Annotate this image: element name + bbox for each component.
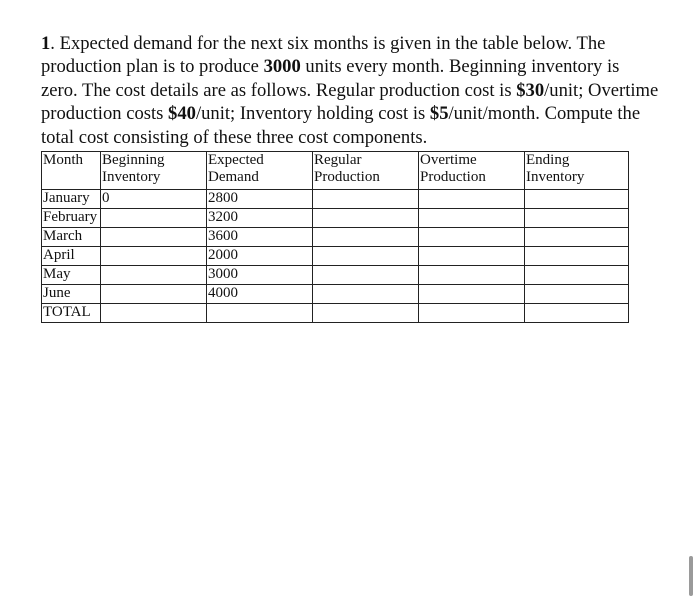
problem-text-4: /unit; Inventory holding cost is xyxy=(195,103,430,125)
regular-production-cell xyxy=(313,247,419,266)
header-month: Month xyxy=(42,152,101,190)
expected-demand-cell: 3200 xyxy=(207,209,313,228)
production-plan-table xyxy=(41,151,629,323)
problem-text-5: /unit/month. Compute the total cost consisting of these three cost components. xyxy=(41,103,641,148)
regular-production-cell xyxy=(313,228,419,247)
overtime-production-cell xyxy=(419,247,525,266)
month-cell: May xyxy=(42,266,101,285)
regular-production-cell xyxy=(313,285,419,304)
header-overtime-production: Overtime Production xyxy=(419,152,525,190)
ending-inventory-cell xyxy=(525,228,629,247)
header-ending-inventory: Ending Inventory xyxy=(525,152,629,190)
header-regular-production: Regular Production xyxy=(313,152,419,190)
table-row xyxy=(42,285,629,304)
header-row xyxy=(42,152,629,190)
header-expected-demand: Expected Demand xyxy=(207,152,313,190)
scrollbar[interactable] xyxy=(689,556,693,596)
regular-production-cell xyxy=(313,266,419,285)
ending-inventory-cell xyxy=(525,247,629,266)
beginning-inventory-cell xyxy=(101,247,207,266)
expected-demand-cell: 4000 xyxy=(207,285,313,304)
header-beginning-inventory: Beginning Inventory xyxy=(101,152,207,190)
overtime-cost: $40 xyxy=(168,103,196,125)
ending-inventory-cell xyxy=(525,190,629,209)
table-row xyxy=(42,247,629,266)
overtime-production-cell xyxy=(419,304,525,323)
table-row xyxy=(42,190,629,209)
table-row xyxy=(42,209,629,228)
holding-cost: $5 xyxy=(429,103,449,125)
expected-demand-cell: 2800 xyxy=(207,190,313,209)
month-cell: January xyxy=(42,190,101,209)
expected-demand-cell xyxy=(207,304,313,323)
overtime-production-cell xyxy=(419,228,525,247)
regular-production-cell xyxy=(313,304,419,323)
table-row xyxy=(42,228,629,247)
ending-inventory-cell xyxy=(525,209,629,228)
problem-statement xyxy=(41,32,659,149)
expected-demand-cell: 3600 xyxy=(207,228,313,247)
expected-demand-cell: 2000 xyxy=(207,247,313,266)
beginning-inventory-cell xyxy=(101,266,207,285)
ending-inventory-cell xyxy=(525,304,629,323)
beginning-inventory-cell xyxy=(101,228,207,247)
month-cell: April xyxy=(42,247,101,266)
total-row xyxy=(42,304,629,323)
table-row xyxy=(42,266,629,285)
regular-cost: $30 xyxy=(516,79,545,101)
overtime-production-cell xyxy=(419,209,525,228)
beginning-inventory-cell xyxy=(101,304,207,323)
problem-text-2: units every month. Beginning inventory is zero. The cost details are as follows. Regular production cost is xyxy=(41,56,620,101)
regular-production-cell xyxy=(313,190,419,209)
month-cell: February xyxy=(42,209,101,228)
month-cell: June xyxy=(42,285,101,304)
beginning-inventory-cell xyxy=(101,209,207,228)
overtime-production-cell xyxy=(419,266,525,285)
beginning-inventory-cell: 0 xyxy=(101,190,207,209)
month-cell: TOTAL xyxy=(42,304,101,323)
month-cell: March xyxy=(42,228,101,247)
problem-text-1: . Expected demand for the next six months is given in the table below. The production plan is to produce xyxy=(41,33,606,78)
beginning-inventory-cell xyxy=(101,285,207,304)
ending-inventory-cell xyxy=(525,285,629,304)
overtime-production-cell xyxy=(419,285,525,304)
regular-production-cell xyxy=(313,209,419,228)
problem-text-3: /unit; Overtime production costs xyxy=(41,79,659,125)
expected-demand-cell: 3000 xyxy=(207,266,313,285)
problem-number: 1 xyxy=(41,33,51,54)
units-per-month: 3000 xyxy=(263,56,301,78)
ending-inventory-cell xyxy=(525,266,629,285)
overtime-production-cell xyxy=(419,190,525,209)
